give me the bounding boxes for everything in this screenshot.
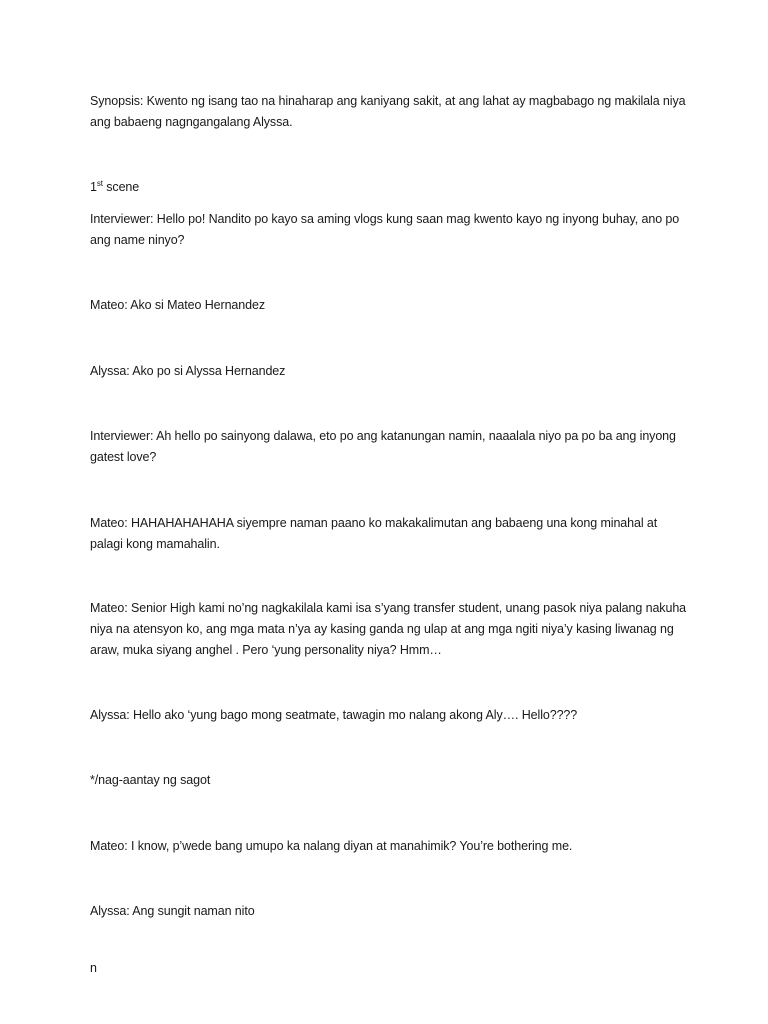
dialogue-line: Mateo: HAHAHAHAHAHA siyempre naman paano ko makakalimutan ang babaeng una kong minahal at palagi kong mamahalin. — [90, 516, 658, 551]
dialogue-line: Interviewer: Ah hello po sainyong dalawa, eto po ang katanungan namin, naaalala niyo pa po ba ang inyong gatest love? — [90, 429, 676, 464]
dialogue-line: Interviewer: Hello po! Nandito po kayo sa aming vlogs kung saan mag kwento kayo ng inyong buhay, ano po ang name ninyo? — [90, 212, 680, 247]
stage-direction: */nag-aantay ng sagot — [90, 773, 211, 787]
trailing-text: n — [90, 961, 97, 975]
scene-number: 1 — [90, 180, 97, 194]
dialogue-line: Alyssa: Ang sungit naman nito — [90, 904, 255, 918]
dialogue-line: Mateo: Senior High kami no’ng nagkakilala kami isa s’yang transfer student, unang pasok niya palang nakuha niya na atensyon ko, ang mga mata n’ya ay kasing ganda ng ulap at ang mga ngiti niya’y kasing liwanag ng araw, muka siyang anghel . Pero ‘yung personality niya? Hmm… — [90, 601, 687, 657]
dialogue-line: Alyssa: Ako po si Alyssa Hernandez — [90, 364, 286, 378]
dialogue-line: Alyssa: Hello ako ‘yung bago mong seatmate, tawagin mo nalang akong Aly…. Hello???? — [90, 708, 578, 722]
scene-heading — [90, 177, 690, 198]
scene-ordinal-suffix: st — [96, 178, 103, 188]
dialogue-line: Mateo: Ako si Mateo Hernandez — [90, 298, 265, 312]
dialogue-line: Mateo: I know, p’wede bang umupo ka nalang diyan at manahimik? You’re bothering me. — [90, 839, 573, 853]
synopsis-paragraph: Synopsis: Kwento ng isang tao na hinaharap ang kaniyang sakit, at ang lahat ay magbabago ng makilala niya ang babaeng nagngangalang Alyssa. — [90, 94, 686, 129]
scene-word: scene — [102, 180, 140, 194]
